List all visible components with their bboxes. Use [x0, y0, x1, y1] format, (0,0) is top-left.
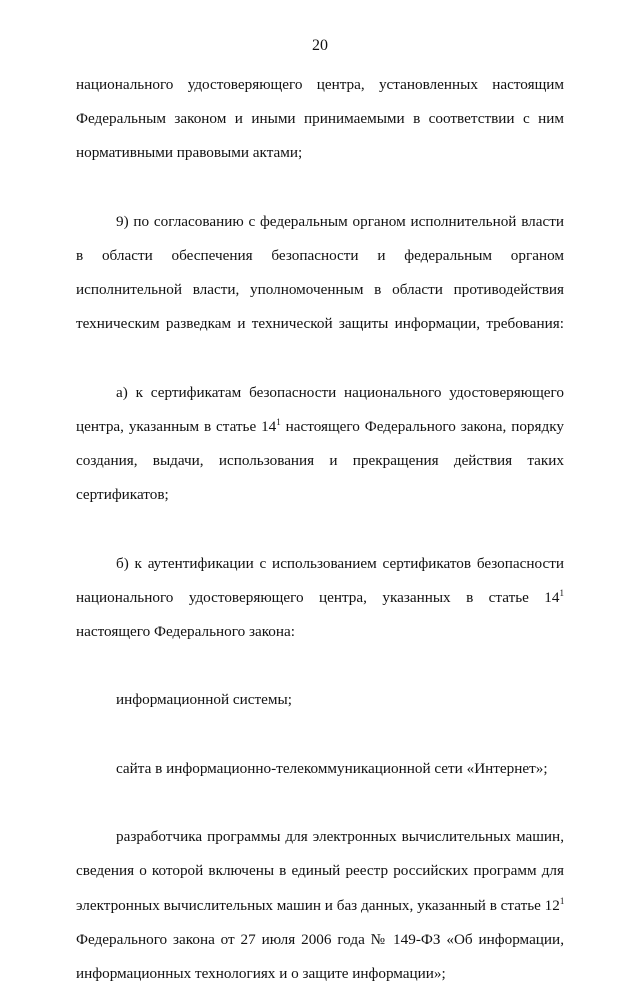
- paragraph-1-line-1: национального удостоверяющего центра, установленных настоящим: [76, 76, 564, 93]
- paragraph-website: сайта в информационно-телекоммуникационной сети «Интернет»;: [116, 759, 548, 777]
- paragraph-1-line-3: нормативными правовыми актами;: [76, 144, 303, 162]
- text-segment: центра, указанным в статье 14: [76, 417, 277, 435]
- paragraph-subitem-b-line-1: б) к аутентификации с использованием сертификатов безопасности: [116, 554, 564, 572]
- superscript: 1: [559, 895, 565, 906]
- paragraph-subitem-b-line-2: [76, 581, 564, 615]
- paragraph-information-system: информационной системы;: [116, 691, 292, 709]
- paragraph-developer-line-4: Федерального закона от 27 июля 2006 года № 149-ФЗ «Об информации,: [76, 930, 564, 948]
- paragraph-developer-line-2: сведения о которой включены в единый реестр российских программ для: [76, 862, 564, 880]
- paragraph-item-9-line-3: исполнительной власти, уполномоченным в области противодействия: [76, 281, 564, 299]
- superscript: 1: [276, 416, 281, 427]
- paragraph-developer-line-1: разработчика программы для электронных вычислительных машин,: [116, 828, 564, 846]
- paragraph-1-line-2: Федеральным законом и иными принимаемыми в соответствии с ним: [76, 110, 564, 128]
- paragraph-item-9-line-1: 9) по согласованию с федеральным органом исполнительной власти: [116, 212, 564, 230]
- paragraph-item-9-line-2: в области обеспечения безопасности и федеральным органом: [76, 246, 564, 264]
- paragraph-subitem-a-line-1: а) к сертификатам безопасности национального удостоверяющего: [116, 383, 564, 401]
- page-number: 20: [312, 37, 328, 54]
- document-body: [76, 68, 564, 991]
- paragraph-developer-line-3: [76, 889, 564, 923]
- paragraph-developer-line-5: информационных технологиях и о защите информации»;: [76, 964, 446, 982]
- paragraph-subitem-a-line-4: сертификатов;: [76, 486, 169, 504]
- paragraph-subitem-a-line-3: создания, выдачи, использования и прекращения действия таких: [76, 452, 564, 470]
- text-segment: настоящего Федерального закона, порядку: [280, 417, 564, 435]
- superscript: 1: [559, 587, 564, 598]
- paragraph-item-9-line-4: техническим разведкам и технической защиты информации, требования:: [76, 315, 564, 333]
- text-segment: национального удостоверяющего центра, указанных в статье 14: [76, 588, 560, 606]
- text-segment: электронных вычислительных машин и баз данных, указанный в статье 12: [76, 896, 560, 914]
- paragraph-subitem-a-line-2: [76, 410, 564, 444]
- paragraph-subitem-b-line-3: настоящего Федерального закона:: [76, 623, 295, 640]
